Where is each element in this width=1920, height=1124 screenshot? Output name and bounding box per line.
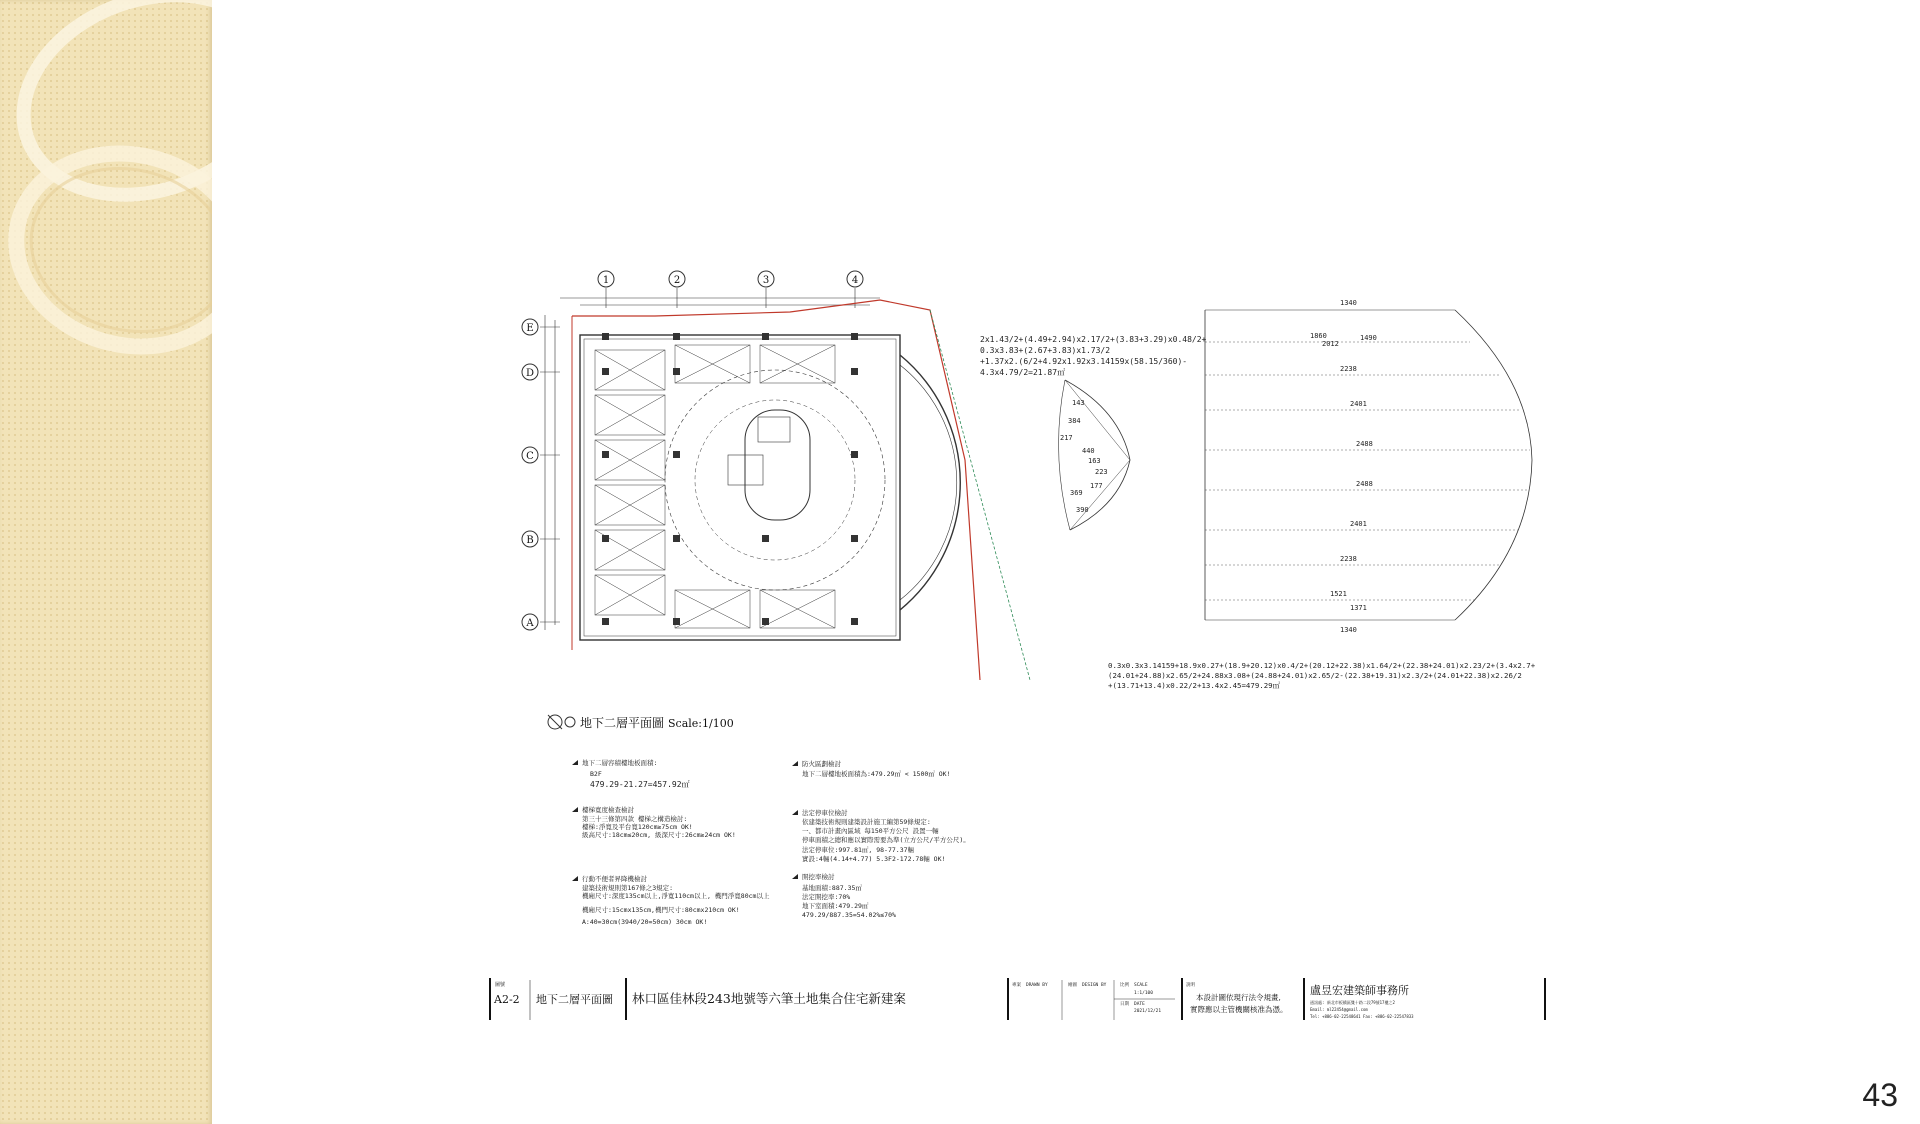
svg-text:4.3x4.79/2=21.87㎡: 4.3x4.79/2=21.87㎡ xyxy=(980,368,1066,377)
svg-text:機廂尺寸:15cmx135cm,機門尺寸:80cmx210c: 機廂尺寸:15cmx135cm,機門尺寸:80cmx210cm OK! xyxy=(582,906,740,914)
svg-text:2012: 2012 xyxy=(1322,340,1339,348)
svg-text:+(13.71+13.4)x0.22/2+13.4x2.45: +(13.71+13.4)x0.22/2+13.4x2.45=479.29㎡ xyxy=(1108,681,1281,690)
sheet-number: A2-2 xyxy=(494,993,520,1006)
grid-row-c: C xyxy=(526,451,534,462)
building-outline xyxy=(580,335,960,640)
svg-text:防火區劃檢討: 防火區劃檢討 xyxy=(802,760,841,768)
architectural-drawing-sheet xyxy=(470,260,1550,1020)
svg-text:2488: 2488 xyxy=(1356,480,1373,488)
svg-text:法定停車位檢討: 法定停車位檢討 xyxy=(802,809,848,817)
svg-text:2488: 2488 xyxy=(1356,440,1373,448)
svg-text:1860: 1860 xyxy=(1310,332,1327,340)
grid-col-3: 3 xyxy=(762,275,770,286)
drawing-title: 地下二層平面圖 xyxy=(536,993,613,1006)
ramp-circle xyxy=(665,370,885,590)
fan-area-sketch xyxy=(1059,380,1130,530)
svg-text:本設計圖依現行法令規畫,: 本設計圖依現行法令規畫, xyxy=(1196,993,1281,1002)
svg-text:樓梯寬度檢查檢討: 樓梯寬度檢查檢討 xyxy=(582,806,634,814)
svg-text:0.3x0.3x3.14159+18.9x0.27+(18.: 0.3x0.3x3.14159+18.9x0.27+(18.9+20.12)x0.4/2+(20.12+22.38)x1.64/2+(22.38+24.01)x2.23/2+(3.4x2.7+ xyxy=(1108,661,1536,670)
svg-text:384: 384 xyxy=(1068,417,1081,425)
svg-text:建築技術規則第167條之3規定:: 建築技術規則第167條之3規定: xyxy=(582,884,674,892)
svg-text:DATE: DATE xyxy=(1134,1002,1145,1007)
sidebar-rings-decoration xyxy=(0,0,212,1124)
svg-text:369: 369 xyxy=(1070,489,1083,497)
property-line xyxy=(572,300,980,680)
svg-text:1371: 1371 xyxy=(1350,604,1367,612)
svg-text:2401: 2401 xyxy=(1350,400,1367,408)
notes-left-column xyxy=(572,758,770,926)
svg-text:2238: 2238 xyxy=(1340,555,1357,563)
plan-title: 地下二層平面圖 xyxy=(580,716,665,730)
svg-text:停車面積之總和應以實際需要為準(立方公尺/平方公尺)。: 停車面積之總和應以實際需要為準(立方公尺/平方公尺)。 xyxy=(802,836,970,844)
drawing-title-block xyxy=(490,978,1545,1020)
left-dimension-lines xyxy=(540,315,560,630)
svg-text:繪圖: 繪圖 xyxy=(1068,983,1077,988)
svg-text:地下室面積:479.29㎡: 地下室面積:479.29㎡ xyxy=(802,902,869,910)
svg-text:樓梯:淨寬及平台寬120cm≥75cm OK!: 樓梯:淨寬及平台寬120cm≥75cm OK! xyxy=(582,823,693,831)
grid-row-markers xyxy=(522,319,538,630)
svg-text:2401: 2401 xyxy=(1350,520,1367,528)
svg-text:第三十三條第四款 樓梯之構造檢討:: 第三十三條第四款 樓梯之構造檢討: xyxy=(582,815,688,823)
svg-text:223: 223 xyxy=(1095,468,1108,476)
grid-row-a: A xyxy=(526,618,534,629)
svg-text:1490: 1490 xyxy=(1360,334,1377,342)
grid-col-2: 2 xyxy=(673,275,681,286)
area-formula-a xyxy=(980,335,1207,377)
svg-text:地下二層容積樓地板面積:: 地下二層容積樓地板面積: xyxy=(582,759,658,767)
svg-text:開挖率檢討: 開挖率檢討 xyxy=(802,873,835,881)
svg-text:1521: 1521 xyxy=(1330,590,1347,598)
svg-text:法定開挖率:70%: 法定開挖率:70% xyxy=(802,893,851,901)
svg-text:2238: 2238 xyxy=(1340,365,1357,373)
svg-text:基地面積:887.35㎡: 基地面積:887.35㎡ xyxy=(802,884,862,892)
svg-text:440: 440 xyxy=(1082,447,1095,455)
svg-text:日期: 日期 xyxy=(1120,1002,1129,1007)
sheet-label: 圖號 xyxy=(495,982,506,988)
svg-text:2x1.43/2+(4.49+2.94)x2.17/2+(3: 2x1.43/2+(4.49+2.94)x2.17/2+(3.83+3.29)x0.48/2+ xyxy=(980,335,1207,344)
grid-row-e: E xyxy=(526,323,534,334)
decorative-sidebar xyxy=(0,0,212,1124)
svg-text:479.29-21.27=457.92㎡: 479.29-21.27=457.92㎡ xyxy=(590,780,690,789)
svg-text:1:1/100: 1:1/100 xyxy=(1134,991,1153,996)
svg-text:依建築技術規則建築設計施工編第59條規定:: 依建築技術規則建築設計施工編第59條規定: xyxy=(802,818,931,826)
svg-text:A:40=30cm(3940/20=50cm) 30cm O: A:40=30cm(3940/20=50cm) 30cm OK! xyxy=(582,918,708,926)
svg-text:+1.37x2.(6/2+4.92x1.92x3.14159: +1.37x2.(6/2+4.92x1.92x3.14159x(58.15/360)- xyxy=(980,357,1188,366)
svg-text:法定停車位:997.81㎡, 98-77.37輛: 法定停車位:997.81㎡, 98-77.37輛 xyxy=(802,846,915,854)
svg-text:1340: 1340 xyxy=(1340,299,1357,307)
grid-row-d: D xyxy=(525,368,535,379)
plan-title-block xyxy=(548,715,734,730)
svg-text:通訊處: 新北市板橋區雙十路二段79號17樓之2: 通訊處: 新北市板橋區雙十路二段79號17樓之2 xyxy=(1310,1000,1395,1005)
svg-text:390: 390 xyxy=(1076,506,1089,514)
notes-right-column xyxy=(792,759,970,919)
svg-text:說明: 說明 xyxy=(1186,983,1195,988)
svg-text:一、都市計畫內區域 每150平方公尺 設置一輛: 一、都市計畫內區域 每150平方公尺 設置一輛 xyxy=(802,827,939,835)
svg-text:2021/12/21: 2021/12/21 xyxy=(1134,1009,1162,1014)
svg-text:143: 143 xyxy=(1072,399,1085,407)
svg-text:SCALE: SCALE xyxy=(1134,983,1148,988)
svg-text:實設:4輛(4.14+4.77) 5.3F2-172.78輛: 實設:4輛(4.14+4.77) 5.3F2-172.78輛 OK! xyxy=(802,855,946,863)
semicircle-area-sketch xyxy=(1205,299,1532,634)
svg-text:1340: 1340 xyxy=(1340,626,1357,634)
svg-text:地下二層樓地板面積為:479.29㎡ < 1500㎡ OK!: 地下二層樓地板面積為:479.29㎡ < 1500㎡ OK! xyxy=(802,770,951,778)
svg-text:0.3x3.83+(2.67+3.83)x1.73/2: 0.3x3.83+(2.67+3.83)x1.73/2 xyxy=(980,346,1111,355)
parking-bays-left xyxy=(595,345,835,628)
svg-text:163: 163 xyxy=(1088,457,1101,465)
svg-text:級高尺寸:18cm≤20cm, 級深尺寸:26cm≥24cm: 級高尺寸:18cm≤20cm, 級深尺寸:26cm≥24cm OK! xyxy=(582,831,736,839)
plan-scale: Scale:1/100 xyxy=(668,717,734,730)
floor-plan-drawing xyxy=(470,260,1550,1020)
svg-text:(24.01+24.88)x2.65/2+24.88x3.0: (24.01+24.88)x2.65/2+24.88x3.08+(24.88+24.01)x2.65/2-(22.38+19.31)x2.3/2+(24.01+22.38)x2.26/2 xyxy=(1108,671,1522,680)
top-dimension-lines xyxy=(560,288,880,308)
grid-col-1: 1 xyxy=(602,275,610,286)
svg-text:機廂尺寸:深度135cm以上,淨寬110cm以上, 機門淨寬: 機廂尺寸:深度135cm以上,淨寬110cm以上, 機門淨寬80cm以上 xyxy=(582,892,770,900)
grid-row-b: B xyxy=(526,535,534,546)
project-name: 林口區佳林段243地號等六筆土地集合住宅新建案 xyxy=(632,991,906,1006)
svg-text:Tel: +886-02-22548641 Fax: +88: Tel: +886-02-22548641 Fax: +886-02-22547833 xyxy=(1310,1014,1414,1019)
structural-columns xyxy=(602,333,858,625)
svg-text:比例: 比例 xyxy=(1120,983,1129,988)
grid-column-markers xyxy=(598,271,863,287)
svg-text:217: 217 xyxy=(1060,434,1073,442)
svg-text:479.29/887.35=54.02%≤70%: 479.29/887.35=54.02%≤70% xyxy=(802,911,896,919)
area-formula-b xyxy=(1108,661,1536,690)
svg-text:Email: ml22454@gmail.com: Email: ml22454@gmail.com xyxy=(1310,1007,1368,1012)
grid-col-4: 4 xyxy=(851,275,859,286)
svg-text:實際應以主管機關核准為憑。: 實際應以主管機關核准為憑。 xyxy=(1190,1005,1288,1014)
svg-text:177: 177 xyxy=(1090,482,1103,490)
svg-text:行動不便者昇降機檢討: 行動不便者昇降機檢討 xyxy=(582,875,647,883)
firm-name: 盧昱宏建築師事務所 xyxy=(1310,984,1409,997)
svg-text:DESIGN BY: DESIGN BY xyxy=(1082,983,1107,988)
svg-text:B2F: B2F xyxy=(590,770,602,778)
page-number: 43 xyxy=(1862,1077,1898,1113)
svg-text:專案: 專案 xyxy=(1012,983,1021,988)
svg-text:DRAWN BY: DRAWN BY xyxy=(1026,983,1048,988)
